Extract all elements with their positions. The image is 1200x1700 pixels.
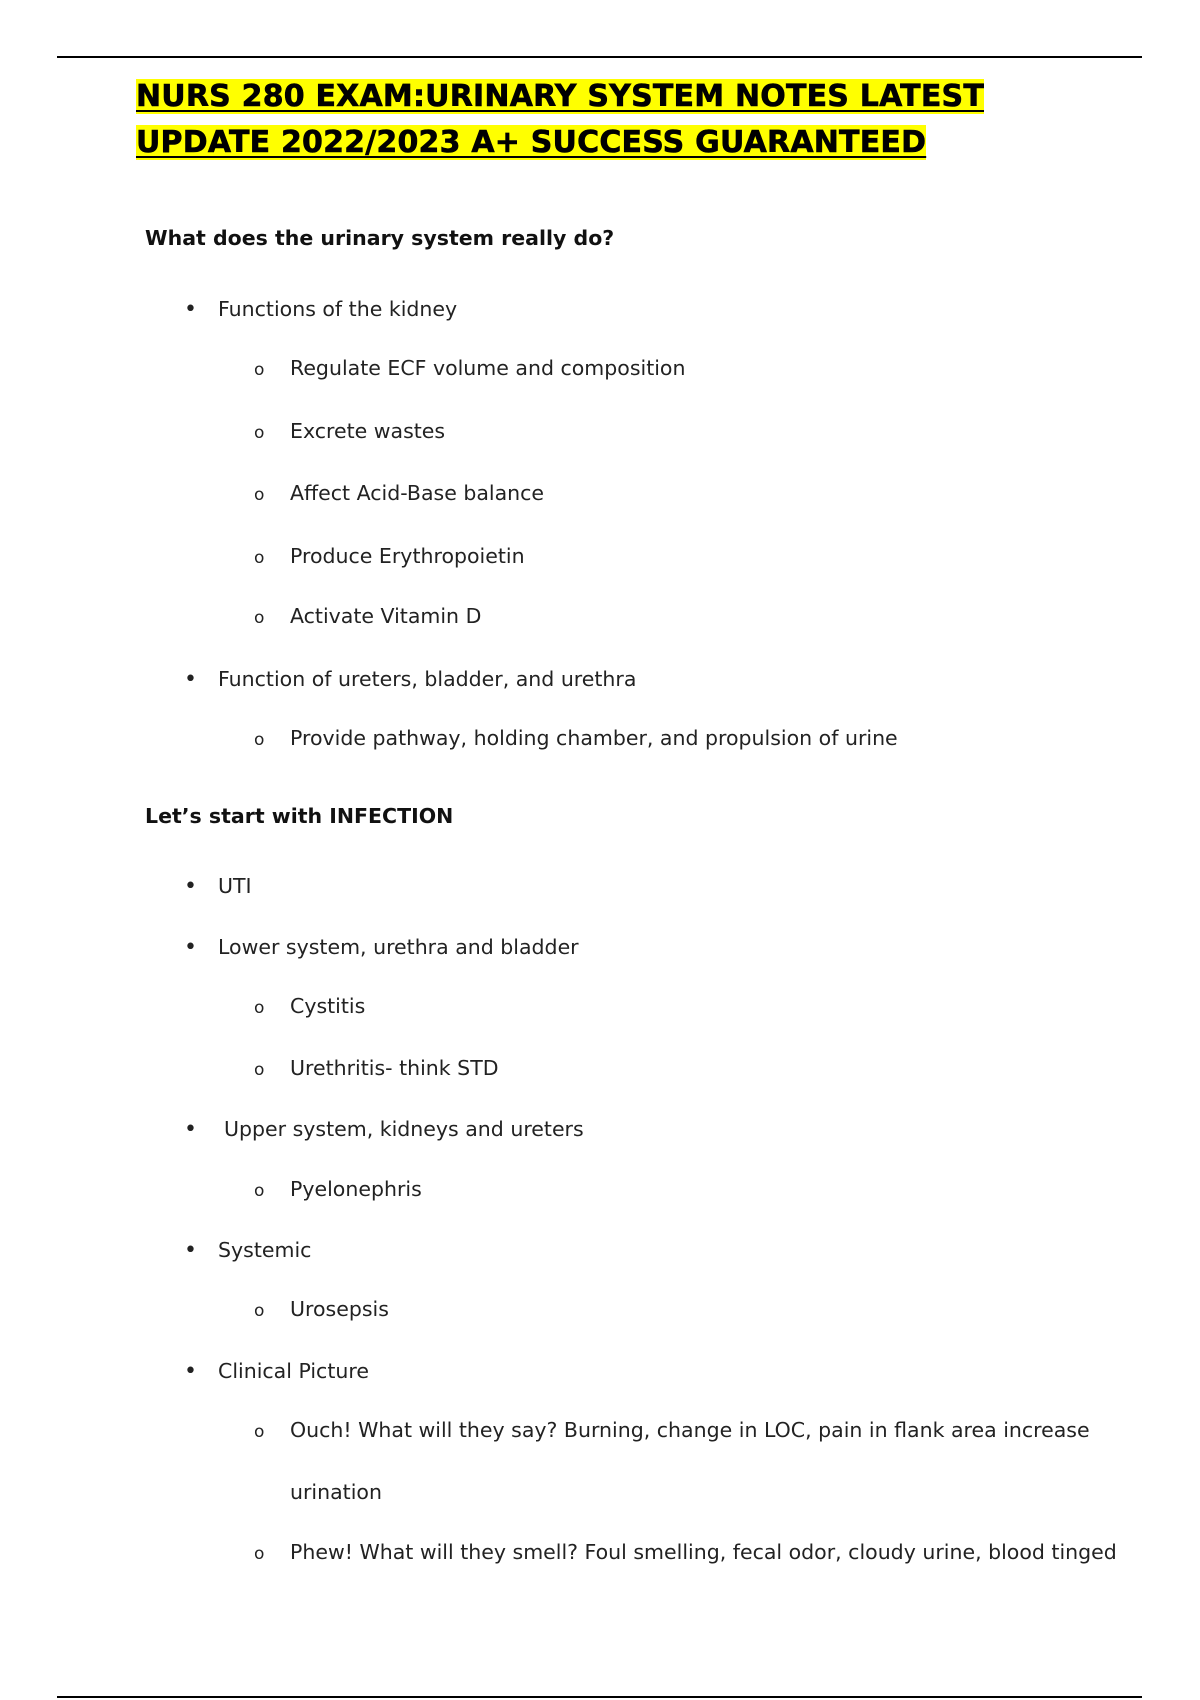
document-title: [136, 74, 1116, 166]
bullet-icon: •: [184, 1117, 197, 1142]
bullet-icon: •: [184, 1238, 197, 1263]
list-item: [184, 1236, 311, 1265]
sub-bullet-icon: o: [254, 730, 265, 750]
list-item: [254, 354, 685, 384]
list-item-text: Ouch! What will they say? Burning, change in LOC, pain in flank area increase: [290, 1418, 1090, 1442]
bullet-icon: •: [184, 874, 197, 899]
list-item: [254, 602, 481, 632]
list-item-text: Urethritis- think STD: [290, 1056, 499, 1080]
top-rule: [57, 56, 1142, 58]
sub-bullet-icon: o: [254, 1544, 265, 1564]
list-item-text: Produce Erythropoietin: [290, 544, 525, 568]
list-item: [254, 479, 544, 509]
list-item-text: Excrete wastes: [290, 419, 446, 443]
sub-bullet-icon: o: [254, 485, 265, 505]
list-item: [184, 295, 457, 324]
list-item-text: Systemic: [218, 1238, 312, 1262]
list-item-text: Clinical Picture: [218, 1359, 369, 1383]
list-item-text: Affect Acid-Base balance: [290, 481, 545, 505]
list-item-text: Pyelonephris: [290, 1177, 422, 1201]
list-item: [184, 665, 636, 694]
bullet-icon: •: [184, 667, 197, 692]
sub-bullet-icon: o: [254, 423, 265, 443]
list-item-text: Upper system, kidneys and ureters: [224, 1117, 584, 1141]
section-heading-urinary-function: What does the urinary system really do?: [145, 226, 615, 250]
sub-bullet-icon: o: [254, 360, 265, 380]
list-item-text: Urosepsis: [290, 1297, 389, 1321]
list-item-text: Cystitis: [290, 994, 366, 1018]
list-item-text: Activate Vitamin D: [290, 604, 482, 628]
bullet-icon: •: [184, 297, 197, 322]
title-line-2: UPDATE 2022/2023 A+ SUCCESS GUARANTEED: [136, 125, 927, 160]
list-item: [184, 933, 579, 962]
list-item-text: Phew! What will they smell? Foul smelling, fecal odor, cloudy urine, blood tinged: [290, 1540, 1117, 1564]
sub-bullet-icon: o: [254, 1181, 265, 1201]
list-item: [254, 724, 898, 754]
list-item: [184, 1115, 584, 1144]
list-item: [254, 542, 525, 572]
list-item: [254, 1295, 389, 1325]
list-item: [254, 1175, 422, 1205]
list-item: [184, 872, 252, 901]
sub-bullet-icon: o: [254, 608, 265, 628]
sub-bullet-icon: o: [254, 1422, 265, 1442]
list-item-text: Regulate ECF volume and composition: [290, 356, 686, 380]
list-item: [184, 1357, 369, 1386]
sub-bullet-icon: o: [254, 548, 265, 568]
sub-bullet-icon: o: [254, 1301, 265, 1321]
list-item-text: UTI: [218, 874, 252, 898]
list-item: [254, 417, 445, 447]
title-line-1: NURS 280 EXAM:URINARY SYSTEM NOTES LATEST: [136, 79, 984, 114]
list-item-text: Lower system, urethra and bladder: [218, 935, 579, 959]
list-item-text: Provide pathway, holding chamber, and propulsion of urine: [290, 726, 898, 750]
list-item: [254, 1538, 1117, 1568]
bullet-icon: •: [184, 1359, 197, 1384]
list-item-continuation: urination: [290, 1480, 382, 1504]
list-item: [254, 1054, 499, 1084]
bullet-icon: •: [184, 935, 197, 960]
sub-bullet-icon: o: [254, 1060, 265, 1080]
list-item: [254, 1416, 1090, 1446]
list-item-text: Function of ureters, bladder, and urethra: [218, 667, 637, 691]
list-item-text: Functions of the kidney: [218, 297, 458, 321]
sub-bullet-icon: o: [254, 998, 265, 1018]
bottom-rule: [57, 1696, 1142, 1698]
list-item: [254, 992, 365, 1022]
section-heading-infection: Let’s start with INFECTION: [145, 804, 454, 828]
